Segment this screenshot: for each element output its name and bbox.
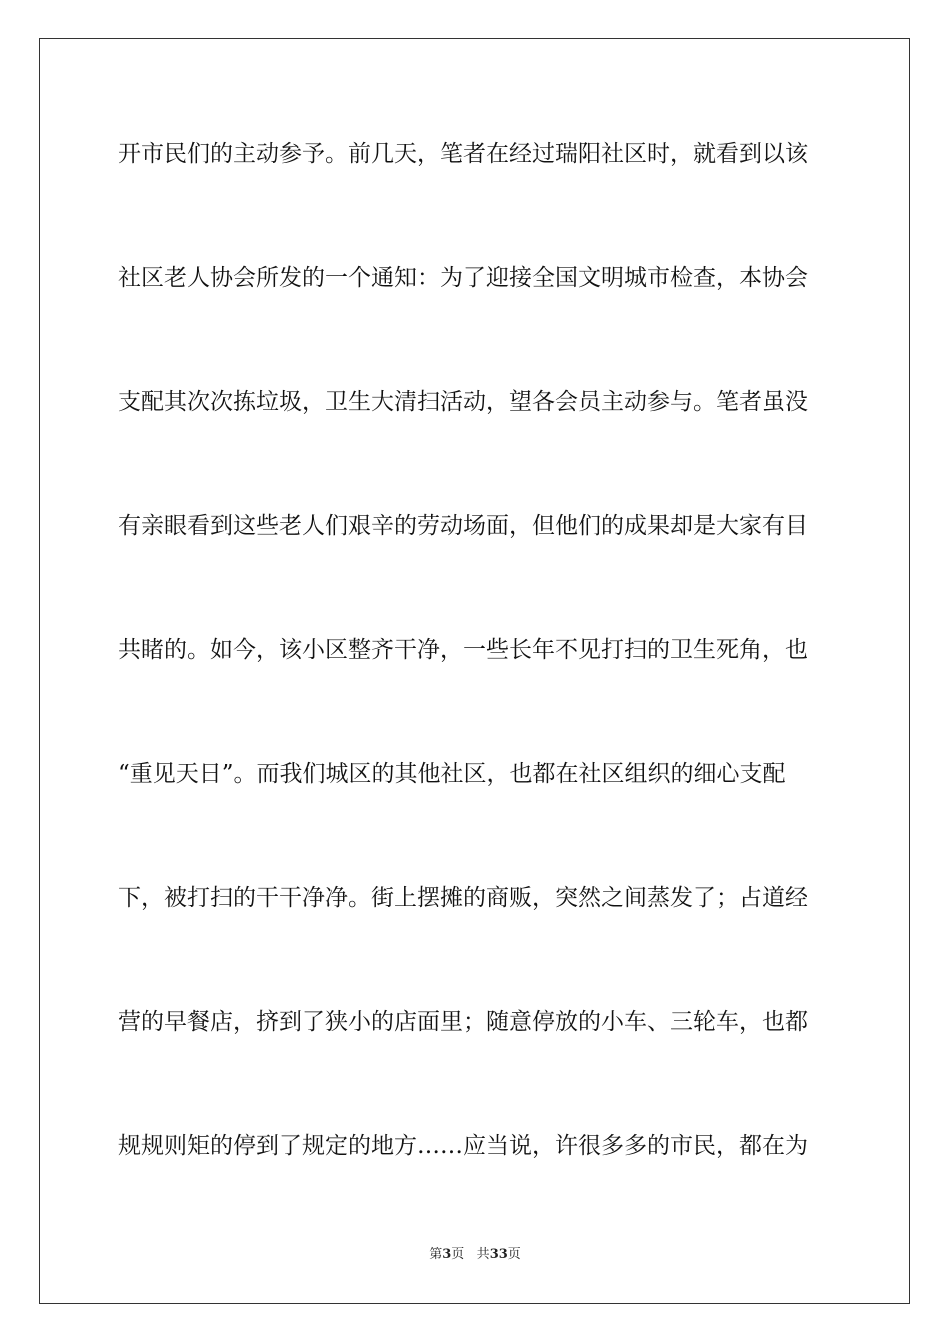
total-pages: 33 bbox=[489, 1247, 508, 1262]
text-line: 有亲眼看到这些老人们艰辛的劳动场面，但他们的成果却是大家有目 bbox=[118, 513, 808, 539]
text-line: 共睹的。如今，该小区整齐干净，一些长年不见打扫的卫生死角，也 bbox=[118, 637, 808, 663]
text-line: 规规则矩的停到了规定的地方……应当说，许很多多的市民，都在为 bbox=[118, 1133, 808, 1159]
page-number: 3 bbox=[442, 1247, 452, 1262]
total-suffix: 页 bbox=[507, 1247, 521, 1262]
text-line: 营的早餐店，挤到了狭小的店面里；随意停放的小车、三轮车，也都 bbox=[118, 1009, 808, 1035]
text-line: 社区老人协会所发的一个通知：为了迎接全国文明城市检查，本协会 bbox=[118, 265, 808, 291]
total-prefix: 共 bbox=[476, 1247, 490, 1262]
body-text bbox=[118, 123, 834, 1239]
text-line: 支配其次次拣垃圾，卫生大清扫活动，望各会员主动参与。笔者虽没 bbox=[118, 389, 808, 415]
page-prefix: 第 bbox=[429, 1247, 443, 1262]
text-line: “重见天日”。而我们城区的其他社区，也都在社区组织的细心支配 bbox=[118, 761, 786, 787]
page-suffix: 页 bbox=[451, 1247, 465, 1262]
text-line: 下，被打扫的干干净净。街上摆摊的商贩，突然之间蒸发了；占道经 bbox=[118, 885, 808, 911]
text-line: 开市民们的主动参予。前几天，笔者在经过瑞阳社区时，就看到以该 bbox=[118, 141, 808, 167]
page-footer bbox=[0, 1246, 950, 1264]
